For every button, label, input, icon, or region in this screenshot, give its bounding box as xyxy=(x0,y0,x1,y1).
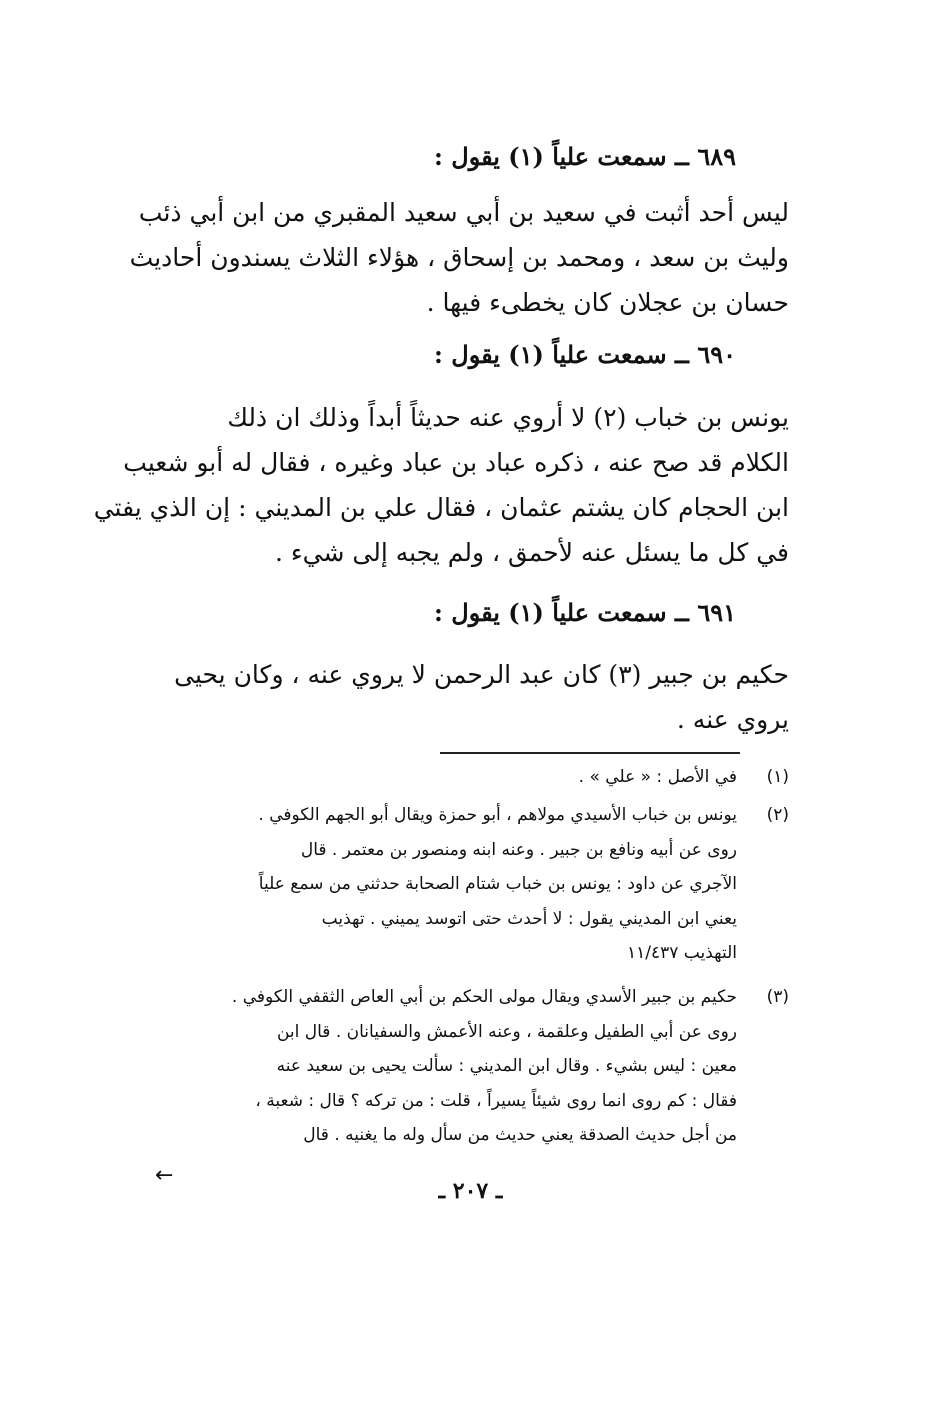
footnote-1 xyxy=(151,760,789,795)
text-line: يروي عنه . xyxy=(676,705,789,734)
text-line: ليس أحد أثبت في سعيد بن أبي سعيد المقبري من ابن أبي ذئب xyxy=(138,198,789,227)
entry-text-691 xyxy=(153,652,789,742)
footnote-number: (٣) xyxy=(766,987,789,1007)
footnote-line: الآجري عن داود : يونس بن خباب شتام الصحابة حدثني من سمع علياً xyxy=(258,874,737,894)
entry-heading-691: ٦٩١ ــ سمعت علياً (١) يقول : xyxy=(434,598,736,627)
entry-text-690 xyxy=(93,395,789,575)
text-line: في كل ما يسئل عنه لأحمق ، ولم يجبه إلى شيء . xyxy=(275,538,789,567)
text-line: يونس بن خباب (٢) لا أروي عنه حديثاً أبداً وذلك ان ذلك xyxy=(227,403,789,432)
footnote-line: حكيم بن جبير الأسدي ويقال مولى الحكم بن أبي العاص الثقفي الكوفي . xyxy=(231,987,737,1007)
text-line: الكلام قد صح عنه ، ذكره عباد بن عباد وغيره ، فقال له أبو شعيب xyxy=(123,448,789,477)
footnote-line: معين : ليس بشيء . وقال ابن المديني : سألت يحيى بن سعيد عنه xyxy=(276,1056,737,1076)
footnote-line: روى عن أبيه ونافع بن جبير . وعنه ابنه ومنصور بن معتمر . قال xyxy=(300,839,737,860)
footnote-number: (٢) xyxy=(766,805,789,825)
footnote-separator xyxy=(440,752,740,754)
continuation-arrow-icon: ← xyxy=(155,1163,174,1188)
footnote-2 xyxy=(151,798,789,971)
footnote-number: (١) xyxy=(766,767,789,787)
footnote-body xyxy=(151,980,737,1153)
footnote-body xyxy=(151,798,737,971)
footnote-line: فقال : كم روى انما روى شيئاً يسيراً ، قلت : من تركه ؟ قال : شعبة ، xyxy=(255,1090,737,1111)
footnote-line: من أجل حديث الصدقة يعني حديث من سأل وله ما يغنيه . قال xyxy=(303,1125,737,1145)
footnote-line: يونس بن خباب الأسيدي مولاهم ، أبو حمزة ويقال أبو الجهم الكوفي . xyxy=(258,805,737,825)
footnote-line: التهذيب ١١/٤٣٧ xyxy=(626,943,737,963)
entry-heading-690: ٦٩٠ ــ سمعت علياً (١) يقول : xyxy=(434,340,736,369)
text-line: وليث بن سعد ، ومحمد بن إسحاق ، هؤلاء الثلاث يسندون أحاديث xyxy=(129,243,789,272)
footnote-line: في الأصل : « علي » . xyxy=(578,767,737,787)
entry-text-689 xyxy=(129,190,789,325)
text-line: حسان بن عجلان كان يخطىء فيها . xyxy=(426,288,789,317)
footnote-body xyxy=(151,760,737,795)
footnote-3 xyxy=(151,980,789,1153)
text-line: ابن الحجام كان يشتم عثمان ، فقال علي بن المديني : إن الذي يفتي xyxy=(93,493,789,522)
footnote-line: روى عن أبي الطفيل وعلقمة ، وعنه الأعمش والسفيانان . قال ابن xyxy=(276,1021,737,1042)
footnote-line: يعني ابن المديني يقول : لا أحدث حتى اتوسد يميني . تهذيب xyxy=(321,908,737,929)
text-line: حكيم بن جبير (٣) كان عبد الرحمن لا يروي عنه ، وكان يحيى xyxy=(174,660,789,689)
page-number: ـ ٢٠٧ ـ xyxy=(438,1178,503,1204)
entry-heading-689: ٦٨٩ ــ سمعت علياً (١) يقول : xyxy=(434,142,736,171)
